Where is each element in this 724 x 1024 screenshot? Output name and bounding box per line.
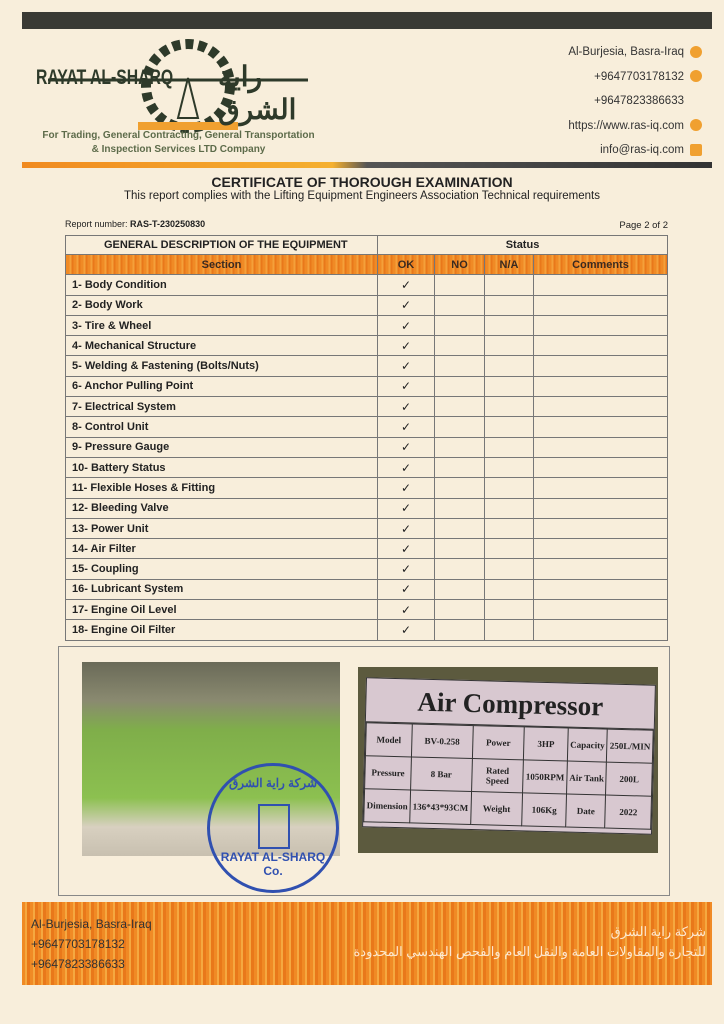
group-header: GENERAL DESCRIPTION OF THE EQUIPMENT [66,236,378,255]
footer-address: Al-Burjesia, Basra-Iraq [31,917,152,931]
nameplate-cell: 136*43*93CM [410,790,471,825]
company-tagline [36,129,321,157]
col-na: N/A [485,255,534,275]
row-no [435,600,485,620]
col-section: Section [66,255,378,275]
contact-address [568,40,702,65]
row-comments [534,315,668,335]
row-no [435,518,485,538]
row-na [485,356,534,376]
row-na [485,518,534,538]
row-na [485,478,534,498]
nameplate-photo [358,667,658,853]
row-section: 17- Engine Oil Level [66,600,378,620]
col-ok: OK [378,255,435,275]
row-comments [534,600,668,620]
table-row [66,579,668,599]
row-no [435,315,485,335]
row-ok-check: ✓ [378,397,435,417]
row-na [485,397,534,417]
row-ok-check: ✓ [378,498,435,518]
row-section: 15- Coupling [66,559,378,579]
row-na [485,295,534,315]
contact-text: https://www.ras-iq.com [568,119,684,132]
nameplate-cell: 3HP [524,727,568,761]
row-comments [534,539,668,559]
row-comments [534,376,668,396]
footer-phone: +9647823386633 [31,957,125,971]
row-section: 13- Power Unit [66,518,378,538]
row-no [435,275,485,295]
row-section: 7- Electrical System [66,397,378,417]
company-logo [28,38,338,138]
company-stamp [207,763,339,893]
table-row [66,457,668,477]
row-ok-check: ✓ [378,275,435,295]
row-no [435,498,485,518]
nameplate-cell: Model [365,723,412,757]
contact-website [568,114,702,139]
location-icon [690,46,702,58]
row-na [485,559,534,579]
row-na [485,600,534,620]
email-icon [690,144,702,156]
globe-icon [690,119,702,131]
row-comments [534,457,668,477]
row-section: 12- Bleeding Valve [66,498,378,518]
nameplate-cell: Capacity [567,728,607,762]
row-section: 6- Anchor Pulling Point [66,376,378,396]
contact-info [568,40,702,163]
row-no [435,579,485,599]
row-section: 1- Body Condition [66,275,378,295]
stamp-text-en: RAYAT AL-SHARQ Co. [220,850,326,878]
row-comments [534,275,668,295]
row-na [485,417,534,437]
row-ok-check: ✓ [378,579,435,599]
row-section: 11- Flexible Hoses & Fitting [66,478,378,498]
row-ok-check: ✓ [378,478,435,498]
header-divider [22,162,712,168]
row-comments [534,620,668,640]
col-comments: Comments [534,255,668,275]
row-comments [534,356,668,376]
row-ok-check: ✓ [378,518,435,538]
row-ok-check: ✓ [378,417,435,437]
row-section: 16- Lubricant System [66,579,378,599]
footer-arabic [354,922,707,962]
contact-text: +9647823386633 [594,95,684,107]
row-comments [534,417,668,437]
row-comments [534,295,668,315]
nameplate-cell: 1050RPM [523,760,567,794]
table-row [66,315,668,335]
table-row [66,539,668,559]
nameplate-cell: 250L/MIN [607,729,653,763]
row-section: 8- Control Unit [66,417,378,437]
row-comments [534,579,668,599]
col-no: NO [435,255,485,275]
row-na [485,539,534,559]
row-no [435,620,485,640]
row-section: 3- Tire & Wheel [66,315,378,335]
row-ok-check: ✓ [378,376,435,396]
table-row [66,376,668,396]
nameplate-row [364,789,652,830]
row-no [435,539,485,559]
row-na [485,376,534,396]
contact-text: info@ras-iq.com [600,144,684,156]
report-number-value: RAS-T-230250830 [130,219,206,229]
footer-arabic-line: للتجارة والمقاولات العامة والنقل العام والفحص الهندسي المحدودة [353,944,706,959]
row-section: 18- Engine Oil Filter [66,620,378,640]
row-ok-check: ✓ [378,600,435,620]
row-no [435,397,485,417]
row-no [435,417,485,437]
row-na [485,437,534,457]
report-label: Report number: [65,219,128,229]
footer-phone: +9647703178132 [31,937,125,951]
row-na [485,620,534,640]
nameplate-table [363,722,654,830]
row-no [435,295,485,315]
contact-text: +9647703178132 [594,70,684,83]
contact-phone-2 [568,89,702,114]
table-row [66,417,668,437]
tagline-line: & Inspection Services LTD Company [91,144,266,155]
table-row [66,336,668,356]
contact-email [568,138,702,163]
nameplate-cell: Weight [470,792,523,826]
row-ok-check: ✓ [378,315,435,335]
row-na [485,579,534,599]
row-section: 14- Air Filter [66,539,378,559]
row-no [435,478,485,498]
tagline-line: For Trading, General Contracting, General Transportation [42,130,315,141]
nameplate-cell: BV-0.258 [411,724,472,759]
footer [22,902,712,985]
row-section: 5- Welding & Fastening (Bolts/Nuts) [66,356,378,376]
status-header: Status [378,236,668,255]
row-no [435,457,485,477]
brand-name-arabic: راية الشرق [218,61,297,125]
row-ok-check: ✓ [378,539,435,559]
row-ok-check: ✓ [378,620,435,640]
table-row [66,498,668,518]
stamp-emblem [258,804,290,849]
row-ok-check: ✓ [378,437,435,457]
nameplate-cell: Rated Speed [471,759,524,793]
row-na [485,336,534,356]
row-no [435,336,485,356]
table-row [66,397,668,417]
row-ok-check: ✓ [378,457,435,477]
nameplate-cell: Power [472,726,525,760]
footer-arabic-line: شركة راية الشرق [610,924,706,939]
table-row [66,437,668,457]
row-comments [534,498,668,518]
row-comments [534,397,668,417]
row-no [435,356,485,376]
row-section: 4- Mechanical Structure [66,336,378,356]
row-na [485,315,534,335]
page-indicator: Page 2 of 2 [619,220,668,231]
nameplate-cell: Dimension [364,789,411,823]
row-comments [534,437,668,457]
stamp-text-ar: شركة راية الشرق [228,776,318,790]
row-comments [534,559,668,579]
row-ok-check: ✓ [378,295,435,315]
nameplate-cell: Date [566,794,606,828]
nameplate-title: Air Compressor [366,678,655,730]
inspection-table [65,235,668,641]
top-bar [22,12,712,29]
certificate-subtitle: This report complies with the Lifting Equipment Engineers Association Technical requirements [123,190,600,202]
brand-name: RAYAT AL-SHARQ [36,66,174,89]
table-row [66,600,668,620]
table-row [66,518,668,538]
row-comments [534,478,668,498]
row-section: 9- Pressure Gauge [66,437,378,457]
nameplate [362,677,656,835]
footer-contacts [31,914,152,974]
phone-icon [690,70,702,82]
nameplate-cell: 2022 [605,795,651,829]
row-no [435,376,485,396]
nameplate-cell: 106Kg [522,793,566,827]
report-number [65,219,205,229]
table-row [66,275,668,295]
certificate-title: CERTIFICATE OF THOROUGH EXAMINATION [211,174,513,190]
table-row [66,478,668,498]
row-comments [534,336,668,356]
table-row [66,620,668,640]
table-row [66,559,668,579]
row-ok-check: ✓ [378,559,435,579]
row-ok-check: ✓ [378,336,435,356]
contact-phone [568,65,702,90]
row-no [435,437,485,457]
table-row [66,295,668,315]
row-na [485,275,534,295]
row-ok-check: ✓ [378,356,435,376]
row-no [435,559,485,579]
row-comments [534,518,668,538]
row-section: 10- Battery Status [66,457,378,477]
contact-text: Al-Burjesia, Basra-Iraq [568,46,684,58]
row-na [485,457,534,477]
nameplate-cell: Pressure [365,756,412,790]
table-row [66,356,668,376]
nameplate-cell: 200L [606,762,652,796]
nameplate-cell: 8 Bar [411,757,472,792]
nameplate-cell: Air Tank [566,761,606,795]
row-na [485,498,534,518]
row-section: 2- Body Work [66,295,378,315]
